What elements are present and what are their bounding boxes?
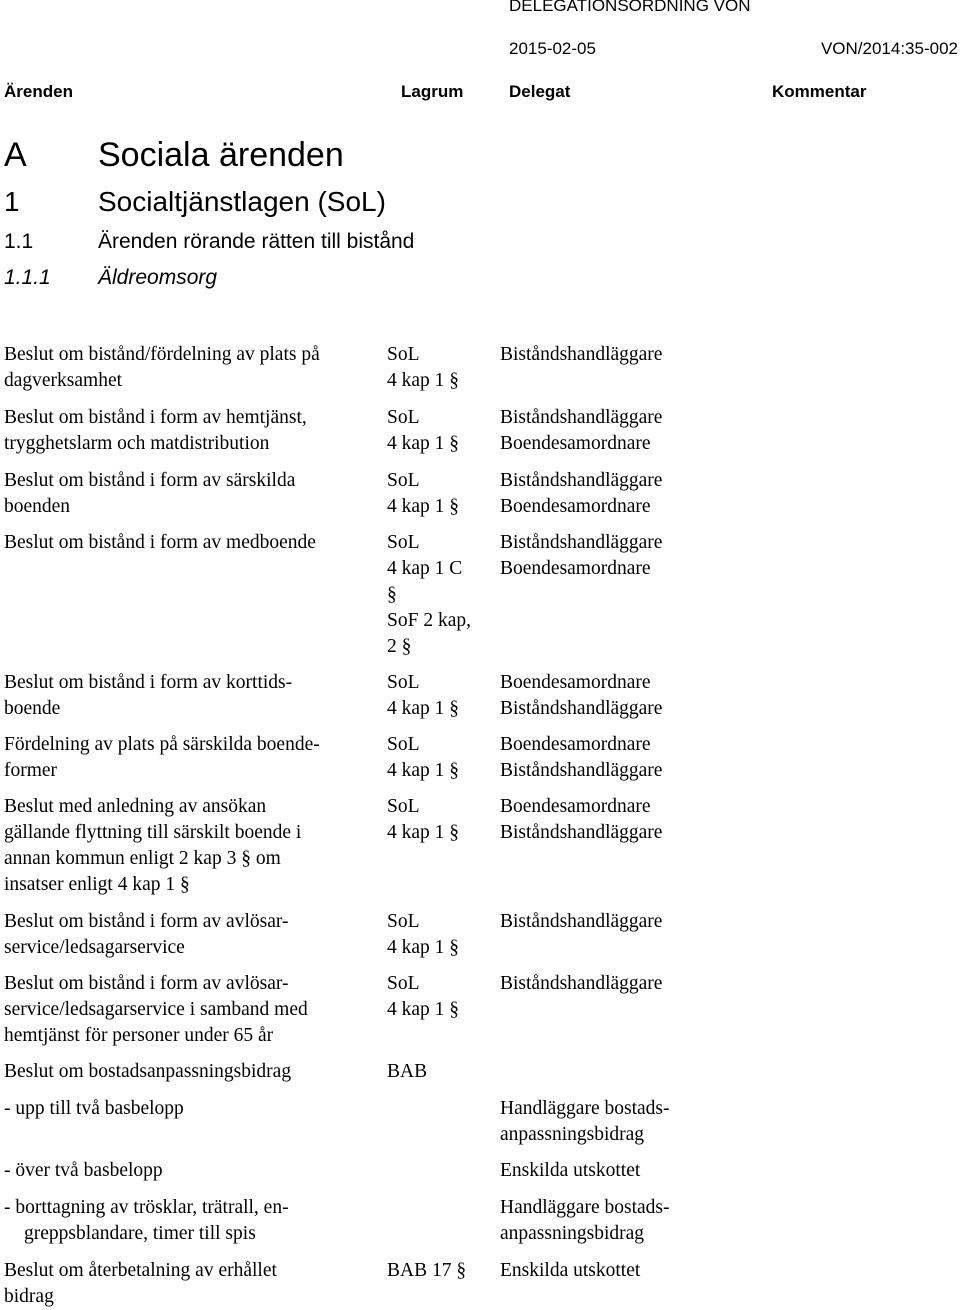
lagrum-cell-line: 4 kap 1 § (387, 760, 460, 781)
document-reference: VON/2014:35-002 (820, 39, 958, 58)
delegat-cell-line: Biståndshandläggare (500, 911, 663, 932)
arende-cell (4, 1258, 374, 1310)
arende-cell-line: - upp till två basbelopp (4, 1098, 184, 1119)
lagrum-cell-line: SoF 2 kap, (387, 610, 471, 631)
lagrum-cell-line: SoL (387, 734, 420, 755)
arende-cell-line: insatser enligt 4 kap 1 § (4, 874, 190, 895)
delegat-cell-line: Handläggare bostads- (500, 1197, 670, 1218)
lagrum-cell (387, 1258, 492, 1284)
delegat-cell (500, 732, 800, 784)
arende-cell-line: Beslut om bistånd i form av avlösar- (4, 973, 289, 994)
column-header-kommentar: Kommentar (772, 82, 867, 101)
lagrum-cell (387, 909, 492, 961)
heading-text: Äldreomsorg (98, 266, 218, 289)
delegat-cell-line: Boendesamordnare (500, 558, 651, 579)
lagrum-cell-line: SoL (387, 973, 420, 994)
delegat-cell (500, 1195, 800, 1247)
delegat-cell (500, 1096, 800, 1148)
arende-cell-line: Fördelning av plats på särskilda boende- (4, 734, 320, 755)
delegat-cell-line: Biståndshandläggare (500, 973, 663, 994)
arende-cell-line: dagverksamhet (4, 370, 123, 391)
delegat-cell-line: Biståndshandläggare (500, 760, 663, 781)
lagrum-cell-line: SoL (387, 672, 420, 693)
column-header-lagrum: Lagrum (401, 82, 464, 101)
heading-number: A (4, 136, 27, 174)
lagrum-cell-line: 4 kap 1 § (387, 433, 460, 454)
document-title: DELEGATIONSORDNING VON (509, 0, 751, 15)
arende-cell (4, 1195, 374, 1247)
arende-cell-line: - borttagning av trösklar, trätrall, en- (4, 1197, 289, 1218)
heading-number: 1 (4, 186, 20, 217)
lagrum-cell (387, 794, 492, 846)
arende-cell-line: Beslut om bistånd i form av korttids- (4, 672, 293, 693)
lagrum-cell (387, 732, 492, 784)
delegat-cell-line: Boendesamordnare (500, 734, 651, 755)
arende-cell-line: annan kommun enligt 2 kap 3 § om (4, 848, 281, 869)
column-header-arenden: Ärenden (4, 82, 73, 101)
heading-number: 1.1.1 (4, 266, 51, 289)
delegat-cell (500, 342, 800, 368)
delegat-cell-line: anpassningsbidrag (500, 1223, 645, 1244)
arende-cell-line: Beslut om bistånd/fördelning av plats på (4, 344, 320, 365)
lagrum-cell-line: 4 kap 1 § (387, 937, 460, 958)
delegat-cell-line: Enskilda utskottet (500, 1160, 641, 1181)
lagrum-cell-line: BAB 17 § (387, 1260, 467, 1281)
delegat-cell (500, 530, 800, 582)
delegat-cell-line: Biståndshandläggare (500, 407, 663, 428)
delegat-cell-line: Boendesamordnare (500, 433, 651, 454)
lagrum-cell (387, 670, 492, 722)
lagrum-cell-line: BAB (387, 1061, 428, 1082)
delegat-cell-line: anpassningsbidrag (500, 1124, 645, 1145)
arende-cell (4, 342, 374, 394)
heading-text: Socialtjänstlagen (SoL) (98, 186, 386, 217)
delegat-cell (500, 670, 800, 722)
lagrum-cell-line: SoL (387, 344, 420, 365)
arende-cell-line: Beslut om bistånd i form av avlösar- (4, 911, 289, 932)
arende-cell-line: Beslut med anledning av ansökan (4, 796, 267, 817)
delegat-cell-line: Enskilda utskottet (500, 1260, 641, 1281)
delegat-cell-line: Biståndshandläggare (500, 470, 663, 491)
delegat-cell-line: Biståndshandläggare (500, 532, 663, 553)
arende-cell-line: Beslut om återbetalning av erhållet (4, 1260, 277, 1281)
arende-cell-line: Beslut om bistånd i form av särskilda (4, 470, 296, 491)
lagrum-cell-line: SoL (387, 470, 420, 491)
lagrum-cell-line: 4 kap 1 § (387, 370, 460, 391)
arende-cell (4, 468, 374, 520)
lagrum-cell (387, 971, 492, 1023)
heading-text: Ärenden rörande rätten till bistånd (98, 230, 415, 253)
delegat-cell-line: Boendesamordnare (500, 796, 651, 817)
delegat-cell-line: Handläggare bostads- (500, 1098, 670, 1119)
lagrum-cell-line: 4 kap 1 C (387, 558, 463, 579)
lagrum-cell (387, 405, 492, 457)
delegat-cell-line: Boendesamordnare (500, 496, 651, 517)
delegat-cell (500, 909, 800, 935)
arende-cell (4, 1158, 374, 1184)
delegat-cell-line: Biståndshandläggare (500, 822, 663, 843)
delegat-cell (500, 405, 800, 457)
lagrum-cell (387, 1059, 492, 1085)
lagrum-cell-line: SoL (387, 796, 420, 817)
arende-cell-line: former (4, 760, 58, 781)
arende-cell-line: bidrag (4, 1286, 54, 1307)
arende-cell (4, 1059, 374, 1085)
arende-cell-line: - över två basbelopp (4, 1160, 163, 1181)
arende-cell-line: boenden (4, 496, 71, 517)
heading-number: 1.1 (4, 230, 34, 253)
arende-cell (4, 1096, 374, 1122)
lagrum-cell-line: 4 kap 1 § (387, 698, 460, 719)
delegat-cell (500, 1158, 800, 1184)
arende-cell-line: Beslut om bostadsanpassningsbidrag (4, 1061, 292, 1082)
arende-cell-line: hemtjänst för personer under 65 år (4, 1025, 274, 1046)
arende-cell-line: gällande flyttning till särskilt boende i (4, 822, 302, 843)
document-date: 2015-02-05 (509, 39, 596, 58)
column-header-delegat: Delegat (509, 82, 571, 101)
lagrum-cell-line: SoL (387, 407, 420, 428)
lagrum-cell (387, 342, 492, 394)
lagrum-cell-line: 2 § (387, 636, 412, 657)
lagrum-cell-line: 4 kap 1 § (387, 999, 460, 1020)
lagrum-cell (387, 530, 492, 660)
arende-cell-line: greppsblandare, timer till spis (24, 1223, 256, 1244)
delegat-cell (500, 468, 800, 520)
lagrum-cell-line: 4 kap 1 § (387, 496, 460, 517)
lagrum-cell-line: § (387, 584, 397, 605)
arende-cell-line: boende (4, 698, 61, 719)
arende-cell (4, 405, 374, 457)
delegat-cell (500, 971, 800, 997)
delegat-cell-line: Boendesamordnare (500, 672, 651, 693)
arende-cell-line: Beslut om bistånd i form av medboende (4, 532, 316, 553)
delegat-cell (500, 794, 800, 846)
arende-cell (4, 794, 374, 898)
arende-cell-line: trygghetslarm och matdistribution (4, 433, 270, 454)
delegat-cell-line: Biståndshandläggare (500, 698, 663, 719)
arende-cell-line: service/ledsagarservice i samband med (4, 999, 308, 1020)
arende-cell (4, 732, 374, 784)
lagrum-cell-line: SoL (387, 532, 420, 553)
arende-cell (4, 971, 374, 1049)
heading-text: Sociala ärenden (98, 136, 344, 174)
lagrum-cell-line: SoL (387, 911, 420, 932)
lagrum-cell (387, 468, 492, 520)
arende-cell (4, 909, 374, 961)
delegat-cell (500, 1258, 800, 1284)
arende-cell (4, 530, 374, 556)
arende-cell-line: Beslut om bistånd i form av hemtjänst, (4, 407, 307, 428)
arende-cell-line: service/ledsagarservice (4, 937, 185, 958)
arende-cell (4, 670, 374, 722)
lagrum-cell-line: 4 kap 1 § (387, 822, 460, 843)
delegat-cell-line: Biståndshandläggare (500, 344, 663, 365)
